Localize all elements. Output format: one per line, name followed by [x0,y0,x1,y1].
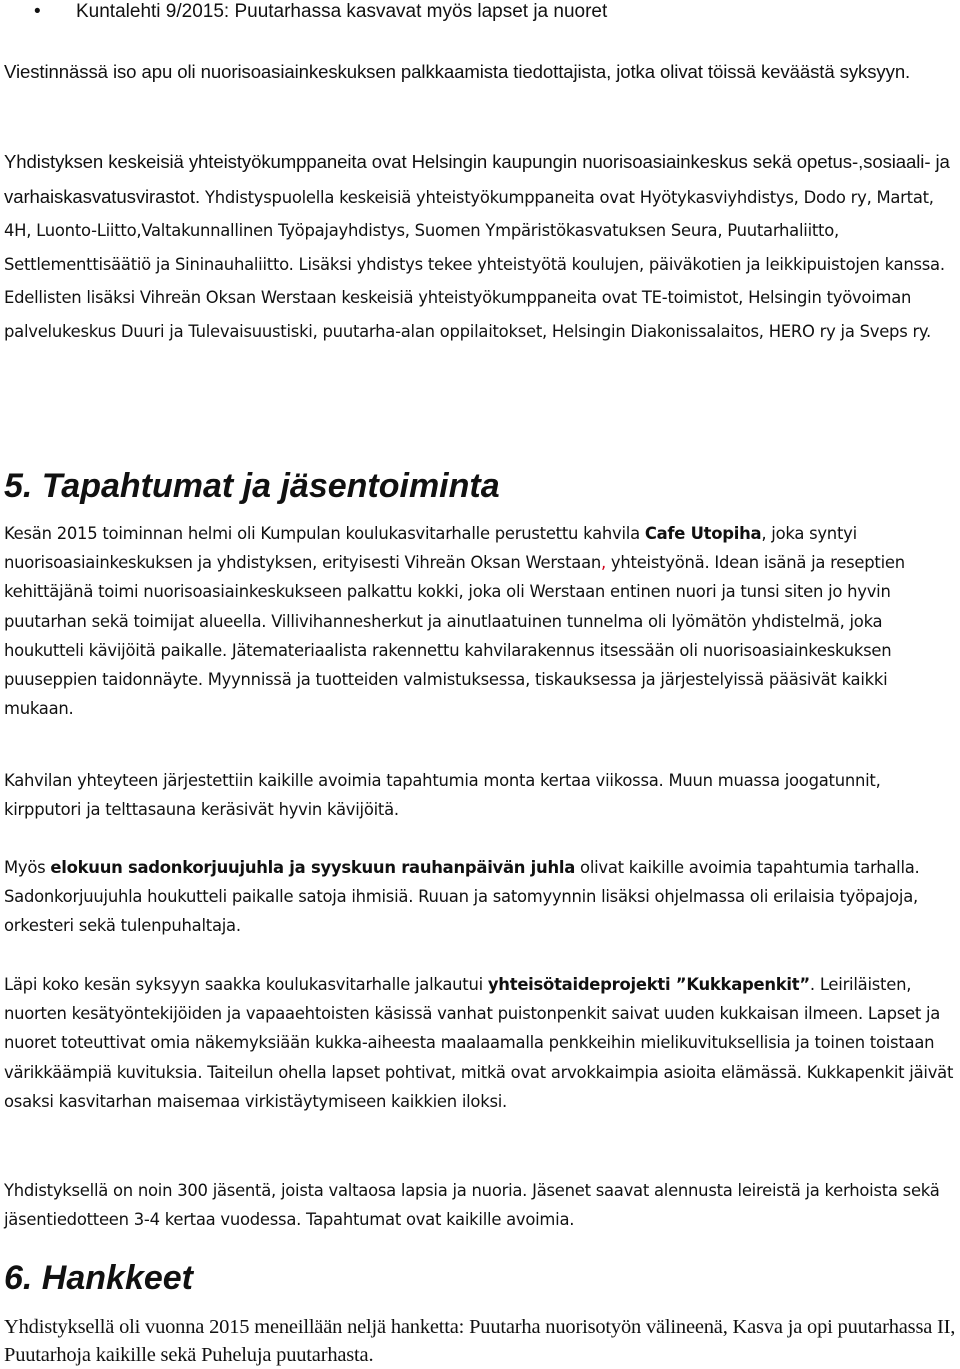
paragraph-cafe-utopiha [4,519,956,723]
paragraph-jasenet: Yhdistyksellä on noin 300 jäsentä, joista valtaosa lapsia ja nuoria. Jäsenet saavat alennusta leireistä ja kerhoista sekä jäsentiedotteen 3-4 kertaa vuodessa. Tapahtumat ovat kaikille avoimia. [4,1181,940,1230]
section-heading-6: 6. Hankkeet [4,1259,193,1297]
text-span: . Leiriläisten, nuorten kesätyöntekijöiden ja vapaaehtoisten käsissä vanhat puistonpenkit saivat uuden kukkaisan ilmeen. Lapset ja nuoret toteuttivat omia näkemyksiään kukka-aiheesta maalaamalla penkkeihin mielikuvituksellisia ja toinen toistaan värikkäämpiä kuvituksia. Taiteilun ohella lapset pohtivat, mitkä ovat arvokkaimpia asioita elämässä. Kukkapenkit jäivät osaksi kasvitarhan maisemaa virkistäytymiseen kaikkien iloksi. [4,975,954,1111]
section-heading-5: 5. Tapahtumat ja jäsentoiminta [4,467,500,505]
text-span: Myös [4,858,51,877]
paragraph-kukkapenkit [4,970,956,1116]
bold-cafe-utopiha: Cafe Utopiha [644,524,762,543]
bullet-item-text: Kuntalehti 9/2015: Puutarhassa kasvavat myös lapset ja nuoret [76,1,608,22]
bullet-icon: • [34,1,41,22]
red-comma: , [601,553,606,573]
bold-juhlat: elokuun sadonkorjuujuhla ja syyskuun rauhanpäivän juhla [50,858,576,877]
paragraph-hankkeet: Yhdistyksellä oli vuonna 2015 meneillään neljä hanketta: Puutarha nuorisotyön välineenä, Kasva ja opi puutarhassa II, Puutarhoja kaikille sekä Puheluja puutarhasta. [4,1316,956,1366]
paragraph-yhteistyo-arial: Yhdistyksen keskeisiä yhteistyökumppaneita ovat Helsingin kaupungin nuorisoasiainkeskus sekä opetus-,sosiaali- ja varhaiskasvatusvirastot. [4,151,950,207]
text-span: Kesän 2015 toiminnan helmi oli Kumpulan koulukasvitarhalle perustettu kahvila [4,524,645,543]
text-span: , joka syntyi nuorisoasiainkeskuksen ja yhdistyksen, erityisesti Vihreän Oksan Werstaan [4,524,857,573]
bold-kukkapenkit: yhteisötaideprojekti ”Kukkapenkit” [487,975,810,994]
text-span: Läpi koko kesän syksyyn saakka koulukasvitarhalle jalkautui [4,975,488,994]
paragraph-kahvila-tapahtumat: Kahvilan yhteyteen järjestettiin kaikille avoimia tapahtumia monta kertaa viikossa. Muun muassa joogatunnit, kirpputori ja telttasauna keräsivät hyvin kävijöitä. [4,771,881,820]
paragraph-juhlat [4,853,956,941]
text-span: olivat kaikille avoimia tapahtumia tarhalla. Sadonkorjuujuhla houkutteli paikalle satoja ihmisiä. Ruuan ja satomyynnin lisäksi ohjelmassa oli erilaisia työpajoja, orkesteri sekä tulenpuhaltaja. [4,858,920,936]
paragraph-yhteistyo-rest: Yhdistyspuolella keskeisiä yhteistyökumppaneita ovat Hyötykasviyhdistys, Dodo ry, Martat, 4H, Luonto-Liitto,Valtakunnallinen Työpajayhdistys, Suomen Ympäristökasvatuksen Seura, Puutarhaliitto, Settlementtisäätiö ja Sininauhaliitto. Lisäksi yhdistys tekee yhteistyötä koulujen, päiväkotien ja leikkipuistojen kanssa. Edellisten lisäksi Vihreän Oksan Werstaan keskeisiä yhteistyökumppaneita ovat TE-toimistot, Helsingin työvoiman palvelukeskus Duuri ja Tulevaisuustiski, puutarha-alan oppilaitokset, Helsingin Diakonissalaitos, HERO ry ja Sveps ry. [4,187,945,341]
paragraph-viestinta: Viestinnässä iso apu oli nuorisoasiainkeskuksen palkkaamista tiedottajista, jotka olivat töissä keväästä syksyyn. [4,61,911,82]
paragraph-yhteistyo [4,145,956,348]
text-span: yhteistyönä. Idean isänä ja reseptien kehittäjänä toimi nuorisoasiainkeskukseen palkattu kokki, joka oli Werstaan entinen nuori ja tunsi siten jo hyvin puutarhan sekä toimijat alueella. Villivihannesherkut ja ainutlaatuinen tunnelma oli lyömätön yhdistelmä, joka houkutteli kävijöitä paikalle. Jätemateriaalista rakennettu kahvilarakennus itsessään oli nuorisoasiainkeskuksen puuseppien taidonnäyte. Myynnissä ja tuotteiden valmistuksessa, tiskauksessa ja järjestelyissä pääsivät kaikki mukaan. [4,553,905,719]
